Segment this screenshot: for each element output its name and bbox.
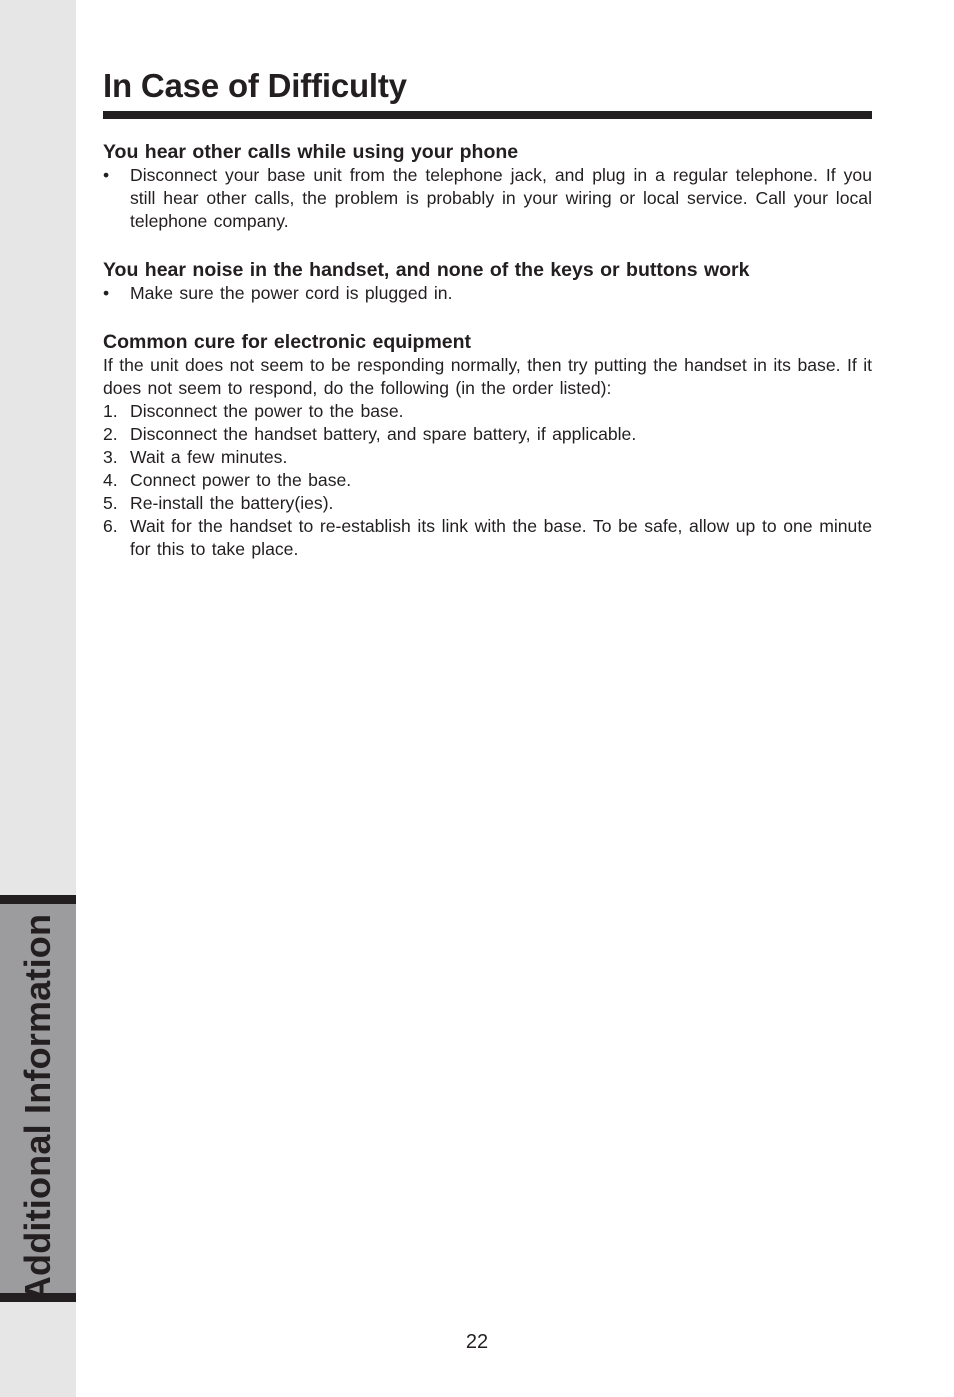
section-common-cure <box>103 330 872 561</box>
section-heading: Common cure for electronic equipment <box>103 331 472 353</box>
page-number <box>0 1330 954 1354</box>
section-heading: You hear other calls while using your phone <box>103 141 519 163</box>
step-text: Wait for the handset to re-establish its link with the base. To be safe, allow up to one minute for this to take place. <box>130 516 872 559</box>
step-number: 3. <box>103 447 118 467</box>
page-title: In Case of Difficulty <box>103 67 407 104</box>
step-item <box>103 492 872 515</box>
section-other-calls <box>103 140 872 233</box>
step-item <box>103 469 872 492</box>
step-item <box>103 400 872 423</box>
step-text: Wait a few minutes. <box>130 447 288 467</box>
title-rule <box>103 111 872 119</box>
bullet-list <box>103 282 872 305</box>
section-tab-label: Additional Information <box>17 913 58 1303</box>
section-heading: You hear noise in the handset, and none of the keys or buttons work <box>103 259 750 281</box>
list-item-text: Make sure the power cord is plugged in. <box>130 283 453 303</box>
step-number: 5. <box>103 493 118 513</box>
step-text: Connect power to the base. <box>130 470 352 490</box>
page-content <box>103 66 872 561</box>
step-text: Disconnect the handset battery, and spare battery, if applicable. <box>130 424 637 444</box>
list-item-text: Disconnect your base unit from the telephone jack, and plug in a regular telephone. If you still hear other calls, the problem is probably in your wiring or local service. Call your local telephone company. <box>130 165 872 231</box>
bullet-list <box>103 164 872 233</box>
list-item <box>103 282 872 305</box>
step-number: 4. <box>103 470 118 490</box>
page-number-text: 22 <box>465 1331 489 1353</box>
step-number: 2. <box>103 424 118 444</box>
steps-list <box>103 400 872 561</box>
step-item <box>103 515 872 561</box>
step-text: Re-install the battery(ies). <box>130 493 334 513</box>
step-number: 6. <box>103 516 118 536</box>
bullet-marker: • <box>103 283 110 303</box>
step-number: 1. <box>103 401 118 421</box>
step-item <box>103 446 872 469</box>
section-noise-handset <box>103 258 872 305</box>
step-text: Disconnect the power to the base. <box>130 401 404 421</box>
list-item <box>103 164 872 233</box>
section-tab <box>0 895 76 1302</box>
step-item <box>103 423 872 446</box>
bullet-marker: • <box>103 165 110 185</box>
section-intro: If the unit does not seem to be responding normally, then try putting the handset in its base. If it does not seem to respond, do the following (in the order listed): <box>103 355 872 398</box>
